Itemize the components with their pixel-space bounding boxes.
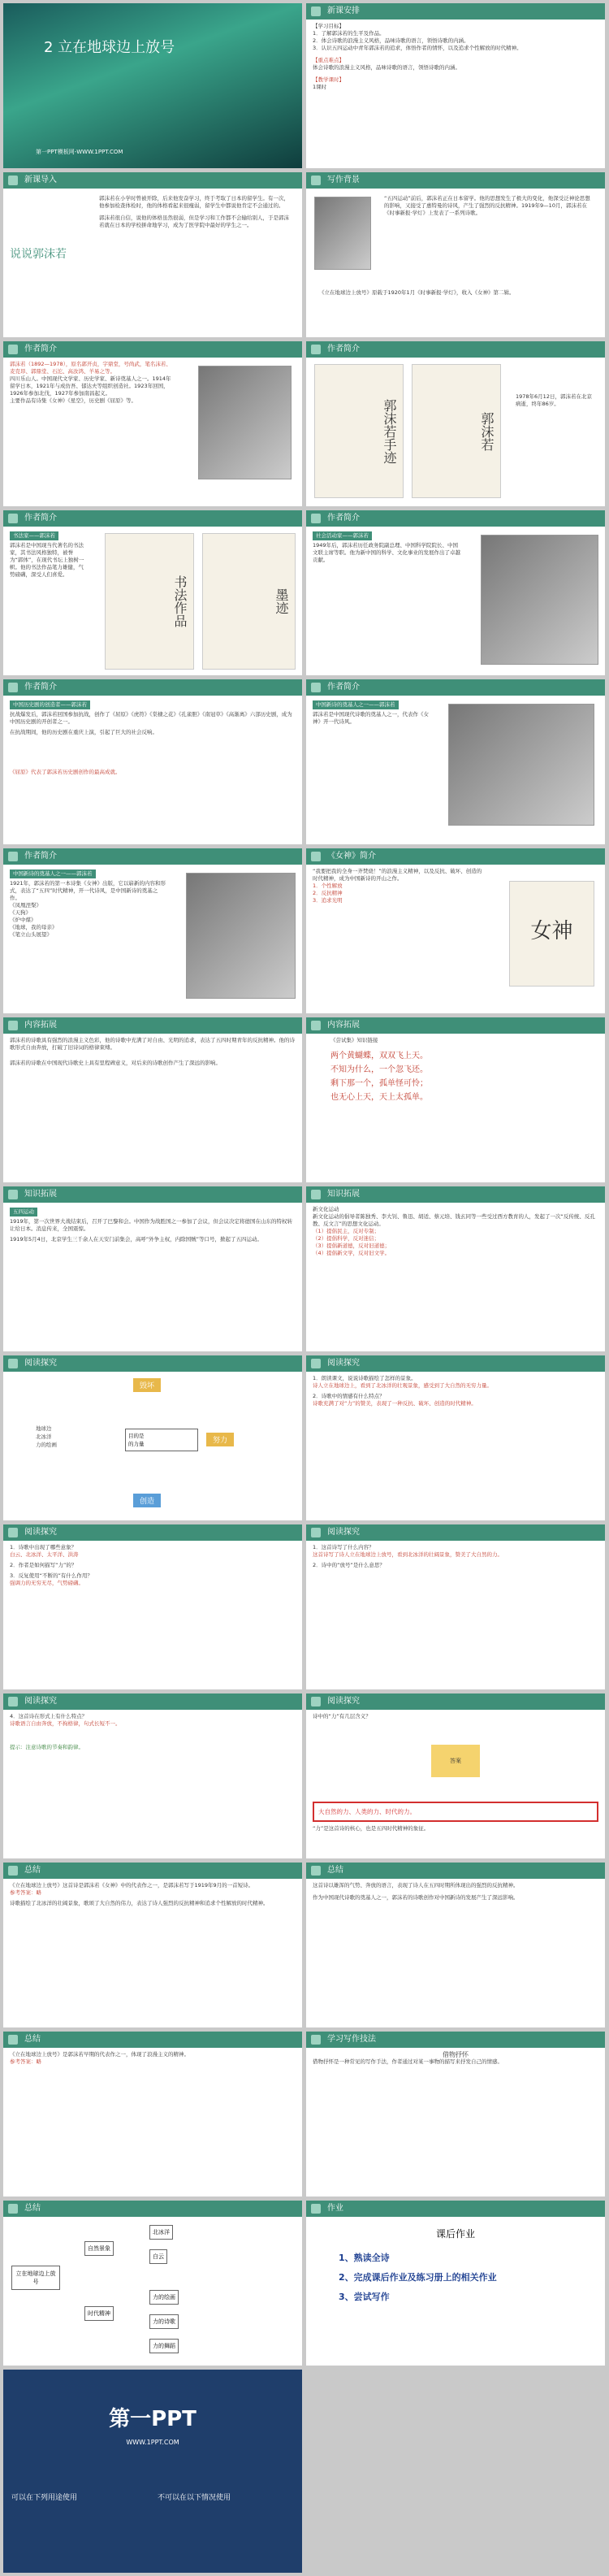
list-item: 《炉中煤》 <box>10 917 37 923</box>
slide-summary-1 <box>3 1863 302 2027</box>
intro-text-2: 郭沫若很自信，说他的体格虽然很弱，但是学习和工作都不会输给别人，于是郭沫若就在日本的学校拼命地学习，成为了医学院中最好的学生之一。 <box>99 215 289 228</box>
goal-item: 2．体会诗歌的浪漫主义风格，品味诗歌的语言，领悟诗歌的内涵。 <box>313 37 469 44</box>
background-text-2: 《立在地球边上放号》原载于1920年1月《时事新报·学灯》，收入《女神》第二辑。 <box>319 289 515 296</box>
slide-header: 作者简介 <box>306 510 605 527</box>
text-2: 1919年5月4日，北京学生三千余人在天安门前集会，高呼“外争主权，内除国贼”等口号，掀起了五四运动。 <box>10 1236 263 1242</box>
calligraphy-image: 郭沫若手迹 <box>314 364 404 498</box>
background-text: “五四运动”前后，郭沫若正在日本留学。他的思想发生了极大的变化，他深受泛神论思想的影响，又接受了惠特曼的诗风，产生了强烈的反抗精神。1919年9—10月，郭沫若在《时事新报·学灯》上发表了一系列诗歌。 <box>384 195 590 216</box>
homework-item: 3、尝试写作 <box>339 2292 390 2302</box>
slide-author-4 <box>306 510 605 675</box>
goal-title: 【学习目标】 <box>313 23 344 29</box>
slide-header: 总结 <box>306 1863 605 1879</box>
slide-reading-6 <box>306 1693 605 1858</box>
homework-item: 1、熟读全诗 <box>339 2253 390 2263</box>
sub-title: 书法家——郭沫若 <box>10 531 58 540</box>
book-cover: 女神 <box>509 881 594 987</box>
answer: 白云、北冰洋、太平洋、洪涛 <box>10 1551 79 1558</box>
calligraphy-image-2: 墨迹 <box>202 533 296 670</box>
text: 郭沫若是中国现当代著名的书法家，其书法风格独特，被誉为“郭体”，在现代书坛上独树一帜。他的书法作品笔力雄健，气势磅礴，深受人们喜爱。 <box>10 542 84 578</box>
note: 参考答案：略 <box>10 1889 41 1896</box>
map-node: 自然景象 <box>84 2241 114 2256</box>
question: 1．朗读课文，说说诗歌描绘了怎样的景象。 <box>313 1375 417 1381</box>
slide-goddess <box>306 848 605 1013</box>
slide-author-6 <box>306 679 605 844</box>
question: 2．诗歌中的情感有什么特点？ <box>313 1393 385 1399</box>
slide-content-1 <box>3 1017 302 1182</box>
author-photo <box>448 704 594 826</box>
sub-title: 社会活动家——郭沫若 <box>313 531 372 540</box>
slide-header: 写作背景 <box>306 172 605 189</box>
homework-title: 课后作业 <box>435 2228 475 2240</box>
brand-logo: 第一PPT <box>109 2407 197 2431</box>
note: 《屈原》代表了郭沫若历史剧创作的最高成就。 <box>10 769 121 775</box>
item: 1．个性解放 <box>313 883 343 889</box>
map-node: 力的诗歌 <box>149 2314 179 2329</box>
slide-author-1 <box>3 341 302 506</box>
author-photo <box>198 366 292 479</box>
text: 郭沫若的诗歌具有强烈的浪漫主义色彩，他的诗歌中充满了对自由、光明的追求，表达了五四时期青年的反抗精神。他的诗歌形式自由奔放，打破了旧诗词的格律束缚。 <box>10 1037 295 1051</box>
quote: 在抗战期间，他的历史剧在重庆上演，引起了巨大的社会反响。 <box>10 729 158 735</box>
list-item: 《笔立山头展望》 <box>10 931 52 938</box>
sub-title: 新文化运动 <box>313 1206 339 1212</box>
question: 2．诗中的“放号”是什么意思？ <box>313 1562 385 1568</box>
brand-text: 第一PPT模板网-WWW.1PPT.COM <box>36 149 123 155</box>
slide-header: 新课导入 <box>3 172 302 189</box>
slide-header: 阅读探究 <box>306 1693 605 1710</box>
label: 力的绘画 <box>36 1442 57 1448</box>
slide-header: 阅读探究 <box>3 1693 302 1710</box>
item: 3．追求光明 <box>313 897 343 904</box>
calligraphy-image-2: 郭沫若 <box>412 364 501 498</box>
text: 1919年，第一次世界大战结束后，召开了巴黎和会。中国作为战胜国之一参加了会议，但会议决定将德国在山东的特权转让给日本。消息传来，全国震惊。 <box>10 1218 293 1232</box>
text-2: 郭沫若的诗歌在中国现代诗歌史上具有里程碑意义，对后来的诗歌创作产生了深远的影响。 <box>10 1060 221 1066</box>
slide-brand <box>3 2370 302 2573</box>
title-slide <box>3 3 302 168</box>
slide-plan <box>306 3 605 168</box>
question: 4．这首诗在形式上有什么特点？ <box>10 1713 88 1720</box>
sub-title: 中国历史剧的创造者——郭沫若 <box>10 700 90 709</box>
slide-summary-3 <box>3 2032 302 2197</box>
brand-url: WWW.1PPT.COM <box>126 2439 179 2446</box>
author-works: 主要作品有诗集《女神》《星空》，历史剧《屈原》等。 <box>10 397 136 404</box>
map-node: 力的绘画 <box>149 2290 179 2305</box>
label: 北冰洋 <box>36 1433 52 1440</box>
text: 《立在地球边上放号》这首诗是郭沫若《女神》中的代表作之一，是郭沫若写于1919年9月的一首短诗。 <box>10 1882 254 1889</box>
question: 1．诗歌中出现了哪些意象？ <box>10 1544 77 1550</box>
poem-line: 两个黄蝴蝶，双双飞上天。 <box>330 1052 428 1060</box>
item: （3）提倡新道德，反对旧道德； <box>313 1242 391 1249</box>
item: （1）提倡民主，反对专制； <box>313 1228 380 1234</box>
homework-item: 2、完成课后作业及练习册上的相关作业 <box>339 2272 497 2283</box>
slide-header: 新课安排 <box>306 3 605 20</box>
list-item: 《地球，我的母亲》 <box>10 924 58 930</box>
sub-title: 《尝试集》知识链接 <box>330 1037 378 1043</box>
word-destroy: 毁坏 <box>133 1378 161 1392</box>
note: “力”是这首诗的核心，也是五四时代精神的象征。 <box>313 1825 430 1832</box>
slide-header: 知识拓展 <box>3 1186 302 1203</box>
slide-header: 内容拓展 <box>306 1017 605 1034</box>
slide-writing <box>306 2032 605 2197</box>
slide-header: 内容拓展 <box>3 1017 302 1034</box>
item: 2．反抗精神 <box>313 890 343 896</box>
map-root: 立在地球边上放号 <box>11 2266 60 2290</box>
slide-header: 总结 <box>3 2201 302 2217</box>
calligraphy-image: 书法作品 <box>105 533 194 670</box>
goal-item: 3．认识五四运动中青年郭沫若的追求，体悟作者的情怀，以及追求个性解放的时代精神。 <box>313 45 522 51</box>
map-node: 白云 <box>149 2249 167 2264</box>
slide-header: 总结 <box>3 2032 302 2048</box>
slide-header: 作者简介 <box>3 679 302 696</box>
slide-header: 作者简介 <box>3 510 302 527</box>
hours-title: 【教学课时】 <box>313 76 344 83</box>
slide-summary-2 <box>306 1863 605 2027</box>
slide-reading-3 <box>3 1524 302 1689</box>
slide-content-2 <box>306 1017 605 1182</box>
hint: 提示：注意诗歌的节奏和韵律。 <box>10 1744 84 1750</box>
note: 参考答案：略 <box>10 2058 41 2065</box>
text: 借物抒怀是一种常见的写作手法，作者通过对某一事物的描写来抒发自己的情感。 <box>313 2058 503 2065</box>
list-item: 《凤凰涅槃》 <box>10 902 41 909</box>
slide-header: 阅读探究 <box>3 1524 302 1541</box>
poem-line: 不知为什么，一个忽飞还。 <box>330 1065 428 1074</box>
word-create: 创造 <box>133 1494 161 1507</box>
slide-background <box>306 172 605 337</box>
side-title: 说说郭沫若 <box>10 248 67 261</box>
sub-title: 中国新诗的奠基人之一——郭沫若 <box>313 700 399 709</box>
poem-line: 也无心上天，天上太孤单。 <box>330 1093 428 1102</box>
slide-homework <box>306 2201 605 2366</box>
sub-title: 五四运动 <box>10 1208 37 1216</box>
question: 2．作者是如何描写“力”的？ <box>10 1562 77 1568</box>
text-2: 作为中国现代诗歌的奠基人之一，郭沫若的诗歌创作对中国新诗的发展产生了深远影响。 <box>313 1894 519 1901</box>
slide-summary-map <box>3 2201 302 2366</box>
slide-knowledge-2 <box>306 1186 605 1351</box>
map-node: 北冰洋 <box>149 2225 173 2240</box>
slide-header: 作者简介 <box>306 679 605 696</box>
caption: 1978年6月12日，郭沫若在北京病逝，终年86岁。 <box>516 393 592 407</box>
text: 抗战爆发后，郭沫若回国参加抗战，创作了《屈原》《虎符》《棠棣之花》《孔雀胆》《南冠草》《高渐离》六部历史剧，成为中国历史剧的开创者之一。 <box>10 711 292 725</box>
slide-header: 作者简介 <box>3 848 302 865</box>
usage-left-title: 可以在下列用途使用 <box>11 2494 78 2502</box>
map-node: 时代精神 <box>84 2306 114 2321</box>
slide-header: 阅读探究 <box>306 1524 605 1541</box>
sub-title: 中国新诗的奠基人之一——郭沫若 <box>10 870 96 878</box>
slide-reading-4 <box>306 1524 605 1689</box>
word-effort: 努力 <box>206 1433 234 1446</box>
slide-header: 学习写作技法 <box>306 2032 605 2048</box>
label: 的力量 <box>128 1441 145 1447</box>
author-name: 郭沫若（1892—1978），原名郭开贞，字鼎堂，号尚武，笔名沫若、麦克昂、郭鼎堂、石沱、高汝鸿、羊易之等。 <box>10 361 171 375</box>
slide-header: 阅读探究 <box>3 1355 302 1372</box>
slide-reading-5 <box>3 1693 302 1858</box>
key-title: 【重点难点】 <box>313 57 344 63</box>
label: 目的是 <box>128 1433 145 1439</box>
text: 新文化运动的倡导者陈独秀、李大钊、鲁迅、胡适、蔡元培、钱玄同等一些受过西方教育的人，发起了一次“反传统、反孔教、反文言”的思想文化运动。 <box>313 1213 595 1227</box>
intro-text: 郭沫若在小学时曾被开除，后来他发奋学习，终于考取了日本的留学生。有一次，他参加检查体检时，他的体格看起来很瘦弱，留学生中都说他肯定不会通过的。 <box>99 195 289 209</box>
slide-knowledge-1 <box>3 1186 302 1351</box>
item: （4）提倡新文学，反对旧文学。 <box>313 1250 391 1256</box>
text: 郭沫若是中国现代诗歌的奠基人之一，代表作《女神》开一代诗风。 <box>313 711 429 725</box>
author-photo <box>186 873 296 999</box>
answer: 诗歌充满了对“力”的赞美，表现了一种反抗、破坏、创造的时代精神。 <box>313 1400 477 1407</box>
question: 1．这首诗写了什么内容？ <box>313 1544 374 1550</box>
author-photo <box>314 197 371 270</box>
answer-box: 大自然的力、人类的力、时代的力。 <box>313 1802 598 1822</box>
slide-header: 作者简介 <box>306 341 605 358</box>
slide-reading-2 <box>306 1355 605 1520</box>
group-photo <box>481 535 598 665</box>
answer: 诗歌语言自由奔放，不拘格律，句式长短不一。 <box>10 1720 121 1727</box>
slide-author-3 <box>3 510 302 675</box>
author-bio: 四川乐山人。中国现代文学家、历史学家、新诗奠基人之一。1914年留学日本，1921年与成仿吾、郁达夫等组织创造社。1923年回国，1926年参加北伐，1927年参加南昌起义。 <box>10 375 171 397</box>
sub-title: 借物抒怀 <box>443 2051 469 2058</box>
usage-right-title: 不可以在以下情况使用 <box>158 2494 231 2502</box>
text-2: 诗歌描绘了北冰洋的壮阔景象，歌颂了大自然的伟力，表达了诗人强烈的反抗精神和追求个性解放的时代精神。 <box>10 1900 269 1906</box>
slide-author-5 <box>3 679 302 844</box>
slide-header: 作者简介 <box>3 341 302 358</box>
poem-line: 剩下那一个，孤单怪可怜； <box>330 1079 428 1088</box>
lesson-title: 2 立在地球边上放号 <box>44 39 175 56</box>
slide-header: 《女神》简介 <box>306 848 605 865</box>
slide-header: 阅读探究 <box>306 1355 605 1372</box>
slide-header: 总结 <box>3 1863 302 1879</box>
list-item: 《天狗》 <box>10 909 31 916</box>
slide-author-7 <box>3 848 302 1013</box>
text: “我要把我的全身一齐焚烧！”的浪漫主义精神，以及反抗、破坏、创造的时代精神，成为中国新诗的开山之作。 <box>313 868 482 882</box>
question: 3．反复使用“不断的”有什么作用？ <box>10 1572 93 1579</box>
text: 1949年后，郭沫若历任政务院副总理、中国科学院院长、中国文联主席等职。他为新中国的科学、文化事业的发展作出了卓越贡献。 <box>313 542 460 563</box>
text: 《立在地球边上放号》是郭沫若早期的代表作之一，体现了浪漫主义的精神。 <box>10 2051 189 2058</box>
answer: 诗人立在地球边上，看到了北冰洋的壮观景象，感受到了大自然的无穷力量。 <box>313 1382 492 1389</box>
answer: 强调力的无穷无尽，气势磅礴。 <box>10 1580 84 1586</box>
answer-card: 答案 <box>431 1745 480 1777</box>
slide-reading-1 <box>3 1355 302 1520</box>
goal-item: 1．了解郭沫若的生平及作品。 <box>313 30 385 37</box>
slide-intro <box>3 172 302 337</box>
slide-header: 知识拓展 <box>306 1186 605 1203</box>
text: 这首诗以雄浑的气势、奔放的语言，表现了诗人在五四时期所体现出的强烈的反抗精神。 <box>313 1882 519 1889</box>
slide-author-2 <box>306 341 605 506</box>
question: 诗中的“力”有几层含义？ <box>313 1713 371 1720</box>
answer: 这首诗写了诗人立在地球边上放号，看到北冰洋的壮阔景象，赞美了大自然的力。 <box>313 1551 503 1558</box>
map-node: 力的舞蹈 <box>149 2339 179 2353</box>
slide-header: 作业 <box>306 2201 605 2217</box>
item: （2）提倡科学，反对迷信； <box>313 1235 380 1242</box>
key-text: 体会诗歌的浪漫主义风格，品味诗歌的语言，领悟诗歌的内涵。 <box>313 64 460 71</box>
hours-text: 1课时 <box>313 84 327 90</box>
label: 地球边 <box>36 1425 52 1432</box>
text: 1921年，郭沫若的第一本诗集《女神》出版，它以崭新的内容和形式，表达了“五四”时代精神，开一代诗风，是中国新诗的奠基之作。 <box>10 880 166 901</box>
